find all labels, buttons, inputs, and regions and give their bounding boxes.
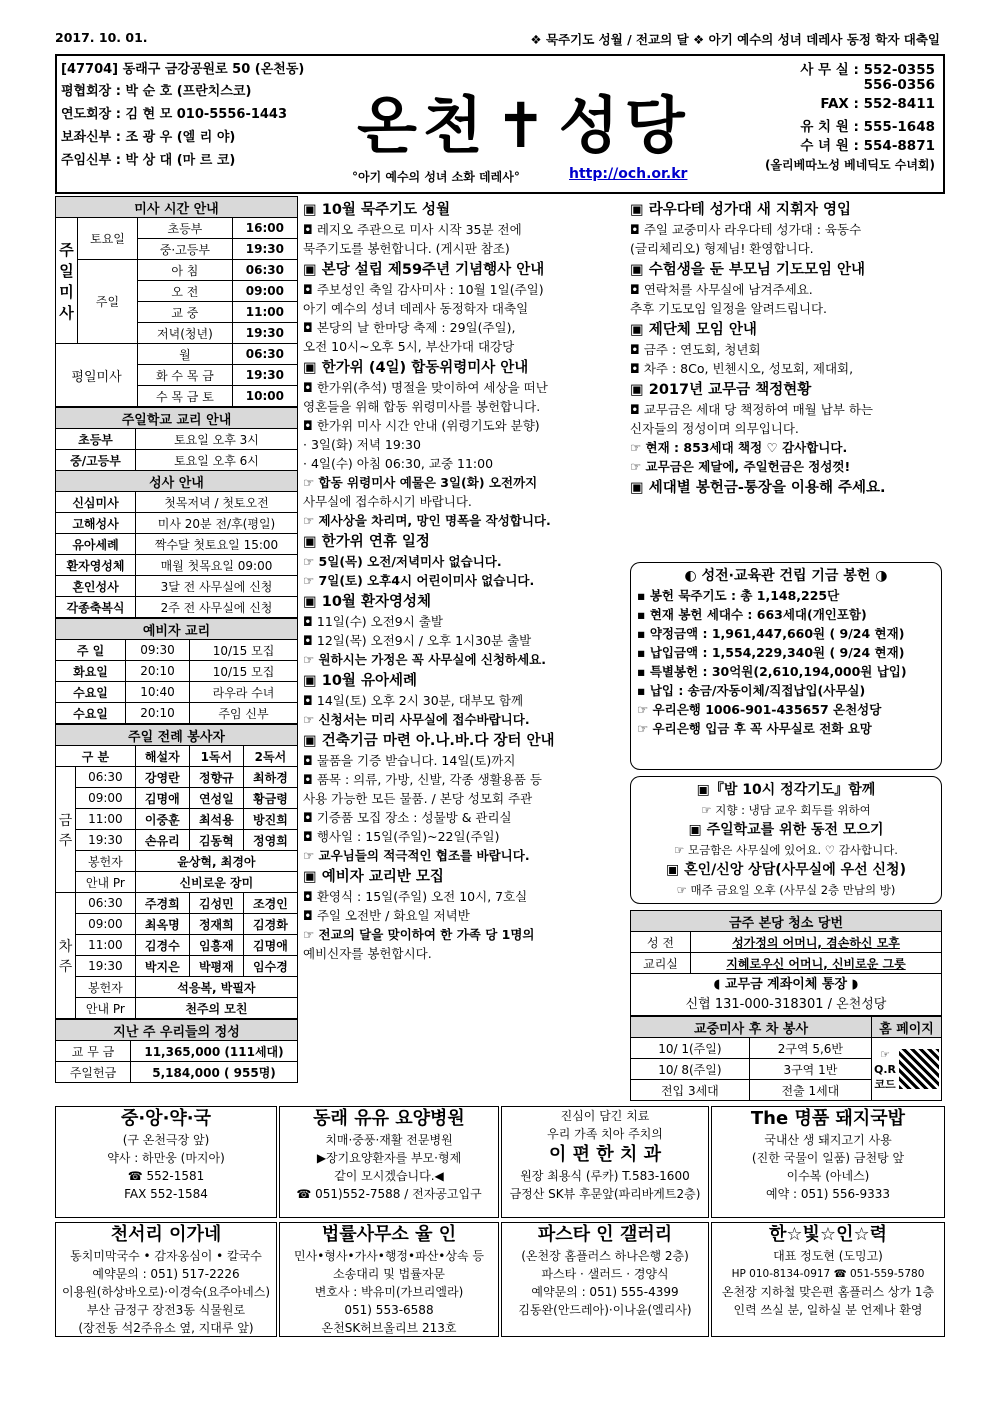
address: [47704] 동래구 금강공원로 50 (온천동) [61,62,305,77]
ad-line: 인력 쓰실 분, 일하실 분 언제나 환영 [733,1303,923,1317]
cell: 각종축복식 [56,597,136,618]
section-line: 사용 가능한 모든 물품. / 본당 성모회 주관 [303,791,533,806]
cell: 1독서 [189,746,243,767]
ad-line: 김동완(안드레아)·이나윤(엘리사) [518,1303,692,1317]
cell: 3구역 1반 [749,1059,871,1080]
counsel-heading: ▣ 혼인/신앙 상담(사무실에 우선 신청) [666,862,906,878]
section-line: (글리체리오) 형제님! 환영합니다. [630,241,814,256]
cell: 중·고등부 [138,239,233,260]
cell: 19:30 [232,323,297,344]
section-heading: ▣ 라우다테 성가대 새 지휘자 영입 [630,202,852,218]
section-line: ☞ 원하시는 가정은 꼭 사무실에 신청하세요. [303,652,546,667]
bank-note: ☞ 우리은행 입금 후 꼭 사무실로 전화 요망 [637,721,872,736]
cell: 신심미사 [56,492,136,513]
ad-line: 온천장 지하철 맞은편 홈플러스 상가 1층 [721,1285,935,1299]
cell: 토요일 오후 6시 [136,450,298,471]
section-heading: ▣ 수험생을 둔 부모님 기도모임 안내 [630,262,866,278]
section-line: 영혼들을 위해 합동 위령미사를 봉헌합니다. [303,399,541,414]
cell: 전입 3세대 [631,1080,750,1101]
ad-line: 이 편 한 치 과 [548,1144,661,1165]
cell: 11,365,000 (111세대) [131,1041,298,1062]
cell: 교리실 [631,953,691,974]
cell: 안내 Pr [76,998,136,1019]
cell: 2구역 5,6반 [749,1038,871,1059]
ad-line: 파스타 · 샐러드 · 경양식 [541,1267,669,1281]
cell: 수 목 금 토 [138,386,233,407]
advertisement [279,1106,499,1218]
ad-line: 동래 유유 요양병원 [313,1108,465,1129]
cell: 11:00 [76,935,136,956]
cell: 이중훈 [135,809,189,830]
cell: 19:30 [76,956,136,977]
ad-line: 부산 금정구 장전3동 식물원로 [86,1303,246,1317]
cell: 성가정의 어머니, 겸손하신 모후 [691,932,942,953]
section-heading: ▣ 10월 유아세례 [303,673,418,689]
school-title: 주일학교 교리 안내 [56,408,298,429]
fund-line: ▪ 현재 봉헌 세대수 : 663세대(개인포함) [637,607,867,622]
pastor: 주임신부 : 박 상 대 (마 르 코) [61,153,236,168]
offering-title: 지난 주 우리들의 정성 [56,1020,298,1041]
section-line: 오전 10시~오후 5시, 부산가대 대강당 [303,339,515,354]
section-heading: ▣ 한가위 (4일) 합동위령미사 안내 [303,360,529,376]
section-heading: ▣ 예비자 교리반 모집 [303,869,444,885]
cell: 06:30 [76,893,136,914]
middle-column [303,198,625,963]
cell: 10/ 1(주일) [631,1038,750,1059]
advertisement [711,1222,945,1337]
cell: 미사 20분 전/후(평일) [136,513,298,534]
advertisement [55,1106,277,1218]
section-line: ☞ 제사상을 차리며, 망인 명폭을 작성합니다. [303,513,551,528]
ad-line: 진심이 담긴 치료 [560,1109,650,1123]
qr-code-label: 코드 [874,1077,896,1091]
section-line: ☞ 5일(목) 오전/저녁미사 없습니다. [303,554,502,569]
cell: 06:30 [76,767,136,788]
ad-line: 051) 553-6588 [344,1303,434,1317]
cell: 매월 첫목요일 09:00 [136,555,298,576]
fund-line: ▪ 특별봉헌 : 30억원(2,610,194,000원 납입) [637,664,907,679]
section-line: ◘ 주일 교중미사 라우다테 성가대 : 육동수 [630,222,862,237]
cell: 김성민 [189,893,243,914]
section-line: 아기 예수의 성녀 데레사 동정학자 대축일 [303,301,529,316]
cell: 10/15 모집 [190,661,298,682]
section-line: ◘ 기증품 모집 장소 : 성물방 & 관리실 [303,810,512,825]
patron-saint: °아기 예수의 성녀 소화 데레사° [352,170,520,184]
cell: 3달 전 사무실에 신청 [136,576,298,597]
cleaning-title: 금주 본당 청소 당번 [631,911,942,932]
section-line: ☞ 교무금은 제달에, 주일헌금은 정성껏! [630,459,851,474]
fax: FAX : 552-8411 [820,96,935,112]
cell: 조경인 [243,893,297,914]
tea-title: 교중미사 후 차 봉사 [631,1017,872,1038]
ad-line: ☎ 552-1581 [127,1169,205,1183]
advertisement [501,1106,709,1218]
cell: 토요일 오후 3시 [136,429,298,450]
prayer-note: ☞ 지향 : 냉담 교우 회두를 위하여 [701,803,871,817]
church-title: 온천✝성당 [357,89,691,162]
cell: 전출 1세대 [749,1080,871,1101]
cell: 10/ 8(주일) [631,1059,750,1080]
section-heading: ▣ 한가위 연휴 일정 [303,534,430,550]
cell: 초등부 [138,218,233,239]
ad-line: (진한 국물이 일품) 금천탕 앞 [751,1151,905,1165]
section-line: ◘ 행사일 : 15일(주일)~22일(주일) [303,829,500,844]
advertisement [711,1106,945,1218]
cell: 초등부 [56,429,136,450]
ad-line: ☎ 051)552-7588 / 전자공고입구 [296,1187,482,1201]
ad-line: 변호사 : 박유미(가브리엘라) [314,1285,464,1299]
cell: 유아세례 [56,534,136,555]
office-phone: 사 무 실 : 552-0355 [800,62,935,78]
cell: 석응복, 박필자 [135,977,297,998]
cell: 20:10 [126,703,190,724]
liturgy-table [55,724,298,1019]
account-number: 신협 131-000-318301 / 온천성당 [685,996,887,1012]
ad-line: FAX 552-1584 [124,1187,208,1201]
section-line: ◘ 11일(수) 오전9시 출발 [303,614,443,629]
ad-line: 예약문의 : 051) 555-4399 [531,1285,679,1299]
ad-line: 대표 정도현 (도밍고) [773,1249,883,1263]
section-line: ☞ 교우님들의 적극적인 협조를 바랍니다. [303,848,530,863]
cell: 짝수달 첫토요일 15:00 [136,534,298,555]
cell: 안내 Pr [76,872,136,893]
section-line: ◘ 14일(토) 오후 2시 30분, 대부모 함께 [303,693,524,708]
section-heading: ▣ 10월 묵주기도 성월 [303,202,451,218]
cell: 김명애 [135,788,189,809]
sunday-label: 주일 [78,260,138,344]
cell: 09:30 [126,640,190,661]
homepage-title: 홈 페이지 [872,1017,942,1038]
cross-icon: ✝ [494,89,553,162]
ad-line: 원장 최용식 (루카) T.583-1600 [520,1169,690,1183]
cell: 교 중 [138,302,233,323]
cell: 박평재 [189,956,243,977]
catechumen-title: 예비자 교리 [56,619,298,640]
cell: 윤상혁, 최경아 [135,851,297,872]
section-line: · 4일(수) 아침 06:30, 교중 11:00 [303,456,494,471]
cell: 11:00 [76,809,136,830]
sunday-mass-label: 주일미사 [56,218,78,344]
ad-line: HP 010-8134-0917 ☎ 051-559-5780 [731,1268,925,1280]
cell: 저녁(청년) [138,323,233,344]
section-line: ◘ 12일(목) 오전9시 / 오후 1시30분 출발 [303,633,532,648]
cell: 수요일 [56,703,126,724]
top-bar [55,30,940,48]
section-line: 추후 기도모임 일정을 알려드립니다. [630,301,828,316]
fund-line: ▪ 납입금액 : 1,554,229,340원 ( 9/24 현재) [637,645,905,660]
cell: 2독서 [243,746,297,767]
ad-line: 천서리 이가네 [110,1224,222,1245]
cell: 최석용 [189,809,243,830]
cell: 19:30 [76,830,136,851]
cell: 김동혁 [189,830,243,851]
convent-phone: 수 녀 원 : 554-8871 [800,138,935,154]
cell: 교 무 금 [56,1041,131,1062]
cell: 주임 신부 [190,703,298,724]
section-line: ☞ 전교의 달을 맞이하여 한 가족 당 1명의 [303,927,535,942]
cell: 방진희 [243,809,297,830]
cell: 아 침 [138,260,233,281]
cell: 월 [138,344,233,365]
cell: 09:00 [76,788,136,809]
cell: 10:40 [126,682,190,703]
website-link[interactable]: http://och.or.kr [569,166,688,182]
section-line: ◘ 교무금은 세대 당 책정하여 매월 납부 하는 [630,402,873,417]
section-line: ◘ 물품을 기증 받습니다. 14일(토)까지 [303,753,516,768]
ad-line: (장전동 석2주유소 옆, 지대루 앞) [78,1321,254,1335]
section-line: ◘ 주보성인 축일 감사미사 : 10월 1일(주일) [303,282,544,297]
cell: 수요일 [56,682,126,703]
section-line: ◘ 한가위(추석) 명절을 맞이하여 세상을 떠난 [303,380,548,395]
section-line: ◘ 품목 : 의류, 가방, 신발, 각종 생활용품 등 [303,772,542,787]
cell: 강영란 [135,767,189,788]
fund-title: ◐ 성전·교육관 건립 기금 봉헌 ◑ [684,568,888,584]
section-heading: ▣ 세대별 봉헌금-통장을 이용해 주세요. [630,480,886,496]
next-week-label: 차주 [56,893,76,1019]
cell: 구 분 [56,746,136,767]
ad-line: 치매·중풍·재활 전문병원 [325,1133,453,1147]
cell: 천주의 모친 [135,998,297,1019]
section-heading: ▣ 본당 설립 제59주년 기념행사 안내 [303,262,545,278]
cell: 06:30 [232,260,297,281]
cell: 화요일 [56,661,126,682]
cell: 라우라 수녀 [190,682,298,703]
section-heading: ▣ 건축기금 마련 아.나.바.다 장터 안내 [303,733,555,749]
counsel-note: ☞ 매주 금요일 오후 (사무실 2층 만남의 방) [676,883,896,897]
section-line: ◘ 차주 : 8Co, 빈첸시오, 성모회, 제대회, [630,361,854,376]
saturday-label: 토요일 [78,218,138,260]
cell: 지혜로우신 어머니, 신비로운 그릇 [691,953,942,974]
sacrament-title: 성사 안내 [56,471,298,492]
cleaning-box [630,910,942,1101]
section-line: 예비신자를 봉헌합시다. [303,946,432,961]
fund-line: ▪ 납입 : 송금/자동이체/직접납입(사무실) [637,683,866,698]
coin-note: ☞ 모금함은 사무실에 있어요. ♡ 감사합니다. [674,843,898,857]
cell: 봉헌자 [76,851,136,872]
advertisement [279,1222,499,1337]
cell: 박지은 [135,956,189,977]
catechumen-table [55,618,298,724]
qr-code-icon[interactable] [899,1049,939,1089]
ad-line: 이수복 (아네스) [786,1169,870,1183]
cell: 고해성사 [56,513,136,534]
section-line: 사무실에 접수하시기 바랍니다. [303,494,472,509]
cell: 임수경 [243,956,297,977]
ad-line: 법률사무소 율 인 [321,1224,457,1245]
cell: 혼인성사 [56,576,136,597]
cell: 연성일 [189,788,243,809]
ad-line: 같이 모시겠습니다.◀ [334,1169,444,1183]
issue-date: 2017. 10. 01. [55,30,148,45]
cell: 주 일 [56,640,126,661]
cell: 09:00 [76,914,136,935]
liturgical-theme: ❖ 묵주기도 성월 / 전교의 달 ❖ 아기 예수의 성녀 데레사 동정 학자 대축일 [530,32,940,47]
cell: 19:30 [232,239,297,260]
ad-line: 예약 : 051) 556-9333 [765,1187,891,1201]
ad-line: 온천SK허브올리브 213호 [321,1321,457,1335]
section-heading: ▣ 제단체 모임 안내 [630,322,757,338]
ad-line: 소송대리 및 법률자문 [333,1267,445,1281]
section-line: · 3일(화) 저녁 19:30 [303,437,421,452]
cell: 5,184,000 ( 955명) [131,1062,298,1083]
cell: 김경수 [135,935,189,956]
assistant-priest: 보좌신부 : 조 광 우 (엘 리 야) [61,130,236,145]
cell: 해설자 [135,746,189,767]
ad-line: 민사•형사•가사•행정•파산•상속 등 [294,1249,484,1263]
ad-line: 한☆빛☆인☆력 [769,1224,887,1245]
building-fund-box [630,562,942,770]
mass-title: 미사 시간 안내 [56,197,298,218]
liturgy-title: 주일 전례 봉사자 [56,725,298,746]
coin-heading: ▣ 주일학교를 위한 동전 모으기 [688,822,884,838]
fund-line: ▪ 약정금액 : 1,961,447,660원 ( 9/24 현재) [637,626,905,641]
cell: 성 전 [631,932,691,953]
prayer-president: 연도회장 : 김 현 모 010-5556-1443 [61,107,288,122]
section-line: ☞ 신청서는 미리 사무실에 접수바랍니다. [303,712,530,727]
cell: 19:30 [232,365,297,386]
ad-line: 국내산 생 돼지고기 사용 [764,1133,892,1147]
cell: 정향규 [189,767,243,788]
prayer-heading: ▣『밤 10시 정각기도』함께 [696,782,876,798]
kindergarten-phone: 유 치 원 : 555-1648 [800,119,935,135]
section-line: ◘ 한가위 미사 시간 안내 (위령기도와 분향) [303,418,540,433]
cell: 중/고등부 [56,450,136,471]
cell: 첫목저녁 / 첫토오전 [136,492,298,513]
prayer-box [630,776,942,904]
cell: 손유리 [135,830,189,851]
cell: 최하경 [243,767,297,788]
cell: 20:10 [126,661,190,682]
cell: 주일헌금 [56,1062,131,1083]
left-column [55,196,298,1083]
cell: 09:00 [232,281,297,302]
weekday-mass-label: 평일미사 [56,344,138,407]
mass-schedule-table [55,196,298,407]
section-line: ☞ 합동 위령미사 예물은 3일(화) 오전까지 [303,475,538,490]
advertisement [55,1222,277,1337]
cell: 환자영성체 [56,555,136,576]
cell: 봉헌자 [76,977,136,998]
cell: 신비로운 장미 [135,872,297,893]
cell: 김경화 [243,914,297,935]
section-line: 신자들의 정성이며 의무입니다. [630,421,799,436]
ad-line: 금정산 SK뷰 후문앞(파리바게트2층) [509,1187,701,1201]
cell: 10:00 [232,386,297,407]
section-line: ◘ 환영식 : 15일(주일) 오전 10시, 7호실 [303,889,528,904]
cell: 최옥명 [135,914,189,935]
this-week-label: 금주 [56,767,76,893]
fund-line: ▪ 봉헌 묵주기도 : 총 1,148,225단 [637,588,840,603]
cell: 10/15 모집 [190,640,298,661]
section-line: ☞ 7일(토) 오후4시 어린이미사 없습니다. [303,573,535,588]
council-president: 평협회장 : 박 순 호 (프란치스코) [61,84,252,99]
right-column [630,198,942,498]
section-line: ◘ 본당의 날 한마당 축제 : 29일(주일), [303,320,516,335]
advertisement [501,1222,709,1337]
cell: 황금령 [243,788,297,809]
section-line: 묵주기도를 봉헌합니다. (게시판 참조) [303,241,510,256]
section-line: ☞ 현재 : 853세대 책정 ♡ 감사합니다. [630,440,848,455]
cell: 김명애 [243,935,297,956]
ad-line: (온천장 홈플러스 하나은행 2층) [521,1249,689,1263]
section-line: ◘ 레지오 주관으로 미사 시작 35분 전에 [303,222,522,237]
ad-line: 예약문의 : 051) 517-2226 [92,1267,240,1281]
offering-table [55,1019,298,1083]
section-line: ◘ 금주 : 연도회, 청년회 [630,342,761,357]
section-heading: ▣ 10월 환자영성체 [303,594,432,610]
ad-line: 이용원(하상바오로)·이경숙(요주아네스) [61,1285,270,1299]
ad-line: 동치미막국수 • 감자옹심이 • 칼국수 [70,1249,262,1263]
qr-label: Q.R [874,1062,896,1076]
ad-line: 중·앙·약·국 [120,1108,212,1129]
cell: 임흥재 [189,935,243,956]
ad-line: (구 온천극장 앞) [122,1133,210,1147]
cell: 정영희 [243,830,297,851]
section-line: ◘ 연락처를 사무실에 남겨주세요. [630,282,813,297]
cell: 주경희 [135,893,189,914]
section-heading: ▣ 2017년 교무금 책정현황 [630,382,812,398]
convent-name: (올리베따노성 베네딕도 수녀회) [764,158,935,172]
cell: 2주 전 사무실에 신청 [136,597,298,618]
ad-line: ▶장기요양환자를 부모·형제 [316,1151,462,1165]
ad-line: 파스타 인 갤러리 [537,1224,673,1245]
cell: 06:30 [232,344,297,365]
qr-arrow: ☞ [880,1047,890,1061]
bank-account: ☞ 우리은행 1006-901-435657 온천성당 [637,702,882,717]
cell: 화 수 목 금 [138,365,233,386]
sunday-school-table [55,407,298,618]
ad-line: 약사 : 하만웅 (마지아) [107,1151,225,1165]
cell: 정재희 [189,914,243,935]
cell: 16:00 [232,218,297,239]
section-line: ◘ 주일 오전반 / 화요일 저녁반 [303,908,470,923]
cell: 11:00 [232,302,297,323]
ad-line: The 명품 돼지국밥 [750,1108,906,1129]
office-phone-2: 556-0356 [863,77,935,93]
masthead [55,54,945,194]
ad-line: 우리 가족 치아 주치의 [547,1127,663,1141]
cell: 오 전 [138,281,233,302]
account-heading: ◖ 교무금 계좌이체 통장 ◗ [713,976,859,992]
